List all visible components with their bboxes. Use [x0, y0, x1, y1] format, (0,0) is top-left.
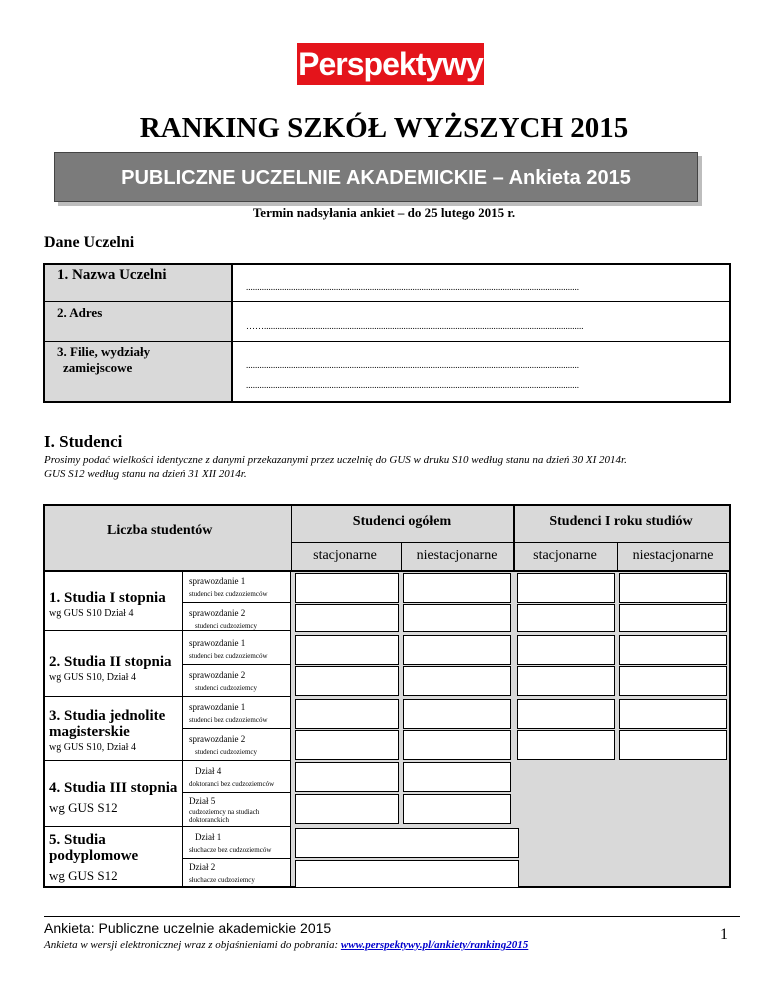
survey-banner: PUBLICZNE UCZELNIE AKADEMICKIE – Ankieta 2015 [54, 152, 698, 202]
g2-r2-stac-pierwszy[interactable] [517, 666, 615, 696]
sub-sep-4 [183, 792, 291, 793]
g2-r1-niestac-pierwszy[interactable] [619, 635, 727, 665]
page-number: 1 [720, 926, 728, 943]
studia-5-label-1: 5. Studia [49, 832, 106, 848]
g4-r1-niestac[interactable] [403, 762, 511, 792]
g2-r1-niestac-ogolem[interactable] [403, 635, 511, 665]
filie-field-2[interactable]: .................................................................................................................................................... [246, 380, 579, 390]
studia-3-source: wg GUS S10, Dział 4 [49, 742, 136, 753]
dane-uczelni-table [43, 263, 731, 403]
dane-label-column [45, 265, 233, 401]
spr2-label-1: sprawozdanie 2 [189, 608, 246, 618]
spr2-label-2: sprawozdanie 2 [189, 670, 246, 680]
studia-1-source: wg GUS S10 Dział 4 [49, 608, 134, 619]
spr1-sub-2: studenci bez cudzoziemców [189, 652, 268, 660]
group-sep-2 [45, 696, 291, 697]
studia-3-label-1: 3. Studia jednolite [49, 708, 166, 724]
hdr-vline-a [401, 542, 402, 570]
footer-title: Ankieta: Publiczne uczelnie akademickie 2015 [44, 920, 332, 936]
studenci-note-2: GUS S12 według stanu na dzień 31 XII 2014r. [44, 468, 247, 480]
g4-r2-niestac[interactable] [403, 794, 511, 824]
perspektywy-logo: Perspektywy [297, 43, 484, 85]
stac-header-2: stacjonarne [533, 548, 597, 563]
g1-r2-stac-pierwszy[interactable] [517, 604, 615, 632]
footer-text: Ankieta w wersji elektronicznej wraz z objaśnieniami do pobrania: [44, 939, 341, 951]
g2-r1-stac-pierwszy[interactable] [517, 635, 615, 665]
studia-2-label: 2. Studia II stopnia [49, 654, 172, 670]
dane-uczelni-heading: Dane Uczelni [44, 234, 135, 251]
studia-3-label-2: magisterskie [49, 724, 130, 740]
g2-r2-niestac-pierwszy[interactable] [619, 666, 727, 696]
sub-sep-2 [183, 664, 291, 665]
dzial-5-label: Dział 5 [189, 796, 216, 806]
g1-r1-stac-ogolem[interactable] [295, 573, 399, 603]
nazwa-uczelni-field[interactable]: .................................................................................................................................................... [246, 282, 579, 292]
g3-r1-stac-ogolem[interactable] [295, 699, 399, 729]
stac-header-1: stacjonarne [313, 548, 377, 563]
spr1-label-1: sprawozdanie 1 [189, 576, 246, 586]
niestac-header-1: niestacjonarne [416, 548, 498, 563]
liczba-studentow-label: Liczba studentów [107, 523, 213, 538]
footer-line [44, 939, 528, 951]
g3-r2-niestac-pierwszy[interactable] [619, 730, 727, 760]
sub-sep-5 [183, 858, 291, 859]
spr2-sub-1: studenci cudzoziemcy [195, 622, 258, 630]
studia-4-source: wg GUS S12 [49, 800, 118, 815]
g4-r1-stac[interactable] [295, 762, 399, 792]
dzial-2-sub: słuchacze cudzoziemcy [189, 876, 255, 884]
studia-5-source: wg GUS S12 [49, 868, 118, 883]
studenci-pierwszy-label: Studenci I roku studiów [549, 514, 693, 529]
g2-r2-niestac-ogolem[interactable] [403, 666, 511, 696]
g5-r1-total[interactable] [295, 828, 519, 858]
adres-label: 2. Adres [57, 305, 103, 320]
g2-r1-stac-ogolem[interactable] [295, 635, 399, 665]
dzial-1-sub: słuchacze bez cudzoziemców [189, 846, 272, 854]
page-title: RANKING SZKÓŁ WYŻSZYCH 2015 [139, 112, 629, 144]
g1-r2-niestac-ogolem[interactable] [403, 604, 511, 632]
g3-r2-stac-ogolem[interactable] [295, 730, 399, 760]
dane-divider-2 [45, 341, 231, 342]
hdr-divider [291, 542, 731, 543]
g1-r1-niestac-pierwszy[interactable] [619, 573, 727, 603]
g3-r1-stac-pierwszy[interactable] [517, 699, 615, 729]
spr1-sub-1: studenci bez cudzoziemców [189, 590, 268, 598]
dzial-4-label: Dział 4 [195, 766, 222, 776]
footer-link[interactable]: www.perspektywy.pl/ankiety/ranking2015 [340, 939, 529, 951]
studenci-ogolem-label: Studenci ogółem [352, 514, 452, 529]
spr2-label-3: sprawozdanie 2 [189, 734, 246, 744]
dzial-2-label: Dział 2 [189, 862, 216, 872]
dane-divider-1b [231, 301, 731, 302]
adres-field[interactable]: …….............................................................................................................................................. [246, 321, 584, 331]
studenci-heading: I. Studenci [44, 432, 123, 451]
g1-r1-stac-pierwszy[interactable] [517, 573, 615, 603]
studia-5-label-2: podyplomowe [49, 848, 139, 864]
studenci-note-1: Prosimy podać wielkości identyczne z danymi przekazanymi przez uczelnię do GUS w druku S10 według stanu na dzień 30 XI 2014r. [44, 454, 627, 466]
hdr-vline-b [617, 542, 618, 570]
spr1-label-2: sprawozdanie 1 [189, 638, 246, 648]
group-sep-1 [45, 630, 291, 631]
sub-sep-3 [183, 728, 291, 729]
deadline-text: Termin nadsyłania ankiet – do 25 lutego 2015 r. [252, 205, 516, 220]
sub-sep-1 [183, 602, 291, 603]
spr1-label-3: sprawozdanie 1 [189, 702, 246, 712]
studenci-table [43, 504, 731, 888]
niestac-header-2: niestacjonarne [632, 548, 714, 563]
studia-2-source: wg GUS S10, Dział 4 [49, 672, 136, 683]
studia-1-label: 1. Studia I stopnia [49, 590, 166, 606]
spr1-sub-3: studenci bez cudzoziemców [189, 716, 268, 724]
dzial-5-sub: cudzoziemcy na studiach doktoranckich [189, 808, 260, 824]
g1-r1-niestac-ogolem[interactable] [403, 573, 511, 603]
filie-field-1[interactable]: .................................................................................................................................................... [246, 360, 579, 370]
g1-r2-niestac-pierwszy[interactable] [619, 604, 727, 632]
filie-label-2: zamiejscowe [63, 360, 133, 375]
g5-r2-total[interactable] [295, 860, 519, 888]
g3-r2-niestac-ogolem[interactable] [403, 730, 511, 760]
spr2-sub-3: studenci cudzoziemcy [195, 748, 258, 756]
footer-rule [44, 916, 740, 917]
dane-divider-1 [45, 301, 231, 302]
group-sep-4 [45, 826, 291, 827]
spr2-sub-2: studenci cudzoziemcy [195, 684, 258, 692]
filie-label-1: 3. Filie, wydziały [57, 344, 151, 359]
dzial-1-label: Dział 1 [195, 832, 222, 842]
g1-r2-stac-ogolem[interactable] [295, 604, 399, 632]
g3-r2-stac-pierwszy[interactable] [517, 730, 615, 760]
dane-divider-2b [231, 341, 731, 342]
studia-4-label: 4. Studia III stopnia [49, 780, 178, 796]
nazwa-uczelni-label: 1. Nazwa Uczelni [57, 267, 167, 283]
group-sep-3 [45, 760, 291, 761]
g2-r2-stac-ogolem[interactable] [295, 666, 399, 696]
g3-r1-niestac-ogolem[interactable] [403, 699, 511, 729]
dzial-4-sub: doktoranci bez cudzoziemców [189, 780, 275, 788]
g3-r1-niestac-pierwszy[interactable] [619, 699, 727, 729]
g4-r2-stac[interactable] [295, 794, 399, 824]
